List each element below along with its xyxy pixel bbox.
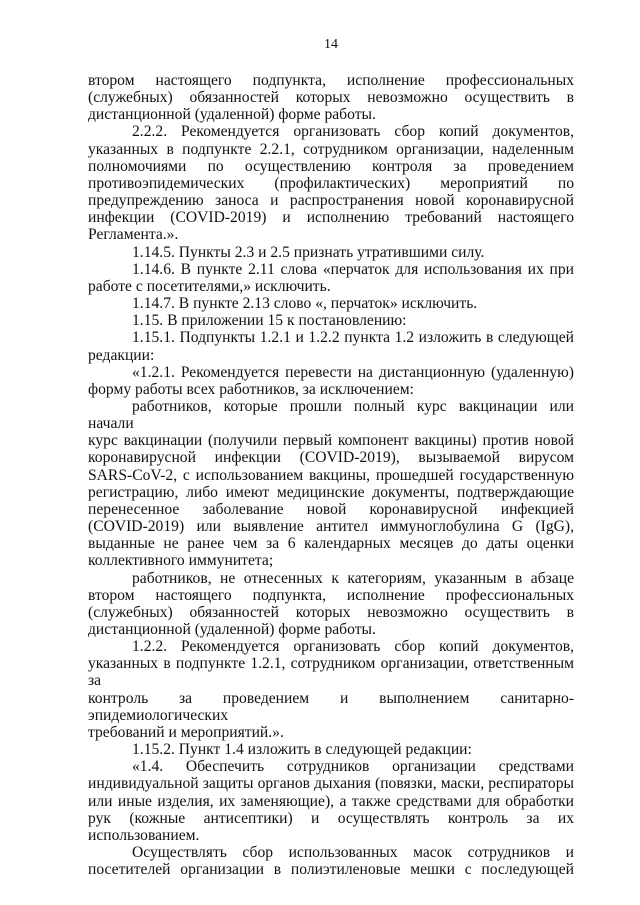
paragraph	[88, 758, 574, 844]
text-line: 2.2.2. Рекомендуется организовать сбор копий документов,	[132, 123, 574, 141]
text-line: инфекции (COVID-2019) и исполнению требований настоящего	[88, 209, 574, 227]
text-line: форму работы всех работников, за исключением:	[88, 380, 414, 398]
text-line: «1.2.1. Рекомендуется перевести на дистанционную (удаленную)	[132, 363, 574, 381]
text-line: дистанционной (удаленной) форме работы.	[88, 621, 376, 638]
text-line: коллективного иммунитета;	[88, 552, 274, 570]
page-number: 14	[324, 37, 338, 52]
document-body	[88, 72, 574, 878]
paragraph	[88, 123, 574, 243]
paragraph	[88, 741, 574, 758]
paragraph	[88, 329, 574, 363]
text-line: требований и мероприятий.».	[88, 723, 284, 741]
text-line: втором настоящего подпункта, исполнение профессиональных	[88, 586, 574, 604]
text-line: индивидуальной защиты органов дыхания (повязки, маски, респираторы	[88, 775, 574, 793]
text-line: или иные изделия, их заменяющие), а также средствами для обработки	[88, 792, 574, 810]
paragraph	[88, 570, 574, 639]
text-line: указанных в подпункте 2.2.1, сотрудником организации, наделенным	[88, 140, 574, 158]
text-line: выданные не ранее чем за 6 календарных месяцев до даты оценки	[88, 535, 574, 553]
text-line: 1.14.5. Пункты 2.3 и 2.5 признать утратившими силу.	[132, 243, 485, 261]
paragraph	[88, 295, 574, 312]
text-line: полномочиями по осуществлению контроля за проведением	[88, 157, 574, 175]
text-line: курс вакцинации (получили первый компонент вакцины) против новой	[88, 432, 574, 450]
text-line: 1.14.6. В пункте 2.11 слова «перчаток для использования их при	[132, 260, 574, 278]
paragraph	[88, 398, 574, 570]
paragraph	[88, 312, 574, 329]
text-line: Регламента.».	[88, 226, 179, 244]
text-line: 1.15.1. Подпункты 1.2.1 и 1.2.2 пункта 1.2 изложить в следующей	[132, 329, 574, 347]
text-line: регистрацию, либо имеют медицинские документы, подтверждающие	[88, 483, 574, 501]
text-line: (COVID-2019) или выявление антител иммуноглобулина G (IgG),	[88, 518, 574, 536]
text-line: (служебных) обязанностей которых невозможно осуществить в	[88, 89, 574, 107]
text-line: редакции:	[88, 346, 155, 364]
paragraph	[88, 72, 574, 123]
document-page	[88, 36, 574, 878]
text-line: посетителей организации в полиэтиленовые мешки с последующей	[88, 861, 574, 879]
text-line: 1.15. В приложении 15 к постановлению:	[132, 312, 407, 330]
text-line: работников, которые прошли полный курс вакцинации или начали	[88, 397, 574, 433]
text-line: противоэпидемических (профилактических) мероприятий по	[88, 174, 574, 192]
paragraph	[88, 244, 574, 261]
text-line: предупреждению заноса и распространения новой коронавирусной	[88, 192, 574, 210]
text-line: SARS-CoV-2, с использованием вакцины, прошедшей государственную	[88, 466, 574, 484]
text-line: контроль за проведением и выполнением санитарно-эпидемиологических	[88, 689, 574, 724]
text-line: (служебных) обязанностей которых невозможно осуществить в	[88, 603, 574, 621]
text-line: «1.4. Обеспечить сотрудников организации средствами	[132, 758, 574, 776]
text-line: втором настоящего подпункта, исполнение профессиональных	[88, 72, 574, 89]
text-line: дистанционной (удаленной) форме работы.	[88, 106, 376, 124]
text-line: 1.2.2. Рекомендуется организовать сбор копий документов,	[132, 638, 574, 656]
text-line: Осуществлять сбор использованных масок сотрудников и	[132, 844, 574, 862]
text-line: рук (кожные антисептики) и осуществлять контроль за их	[88, 809, 574, 827]
text-line: использованием.	[88, 826, 200, 844]
text-line: 1.14.7. В пункте 2.13 слово «, перчаток» исключить.	[132, 295, 478, 313]
text-line: коронавирусной инфекции (COVID-2019), вызываемой вирусом	[88, 449, 574, 467]
text-line: работников, не отнесенных к категориям, указанным в абзаце	[132, 569, 574, 587]
paragraph	[88, 844, 574, 878]
text-line: 1.15.2. Пункт 1.4 изложить в следующей редакции:	[132, 741, 472, 759]
text-line: работе с посетителями,» исключить.	[88, 277, 331, 295]
paragraph	[88, 261, 574, 295]
text-line: указанных в подпункте 1.2.1, сотрудником организации, ответственным за	[88, 655, 574, 690]
text-line: перенесенное заболевание новой коронавирусной инфекцией	[88, 500, 574, 518]
paragraph	[88, 364, 574, 398]
paragraph	[88, 638, 574, 741]
